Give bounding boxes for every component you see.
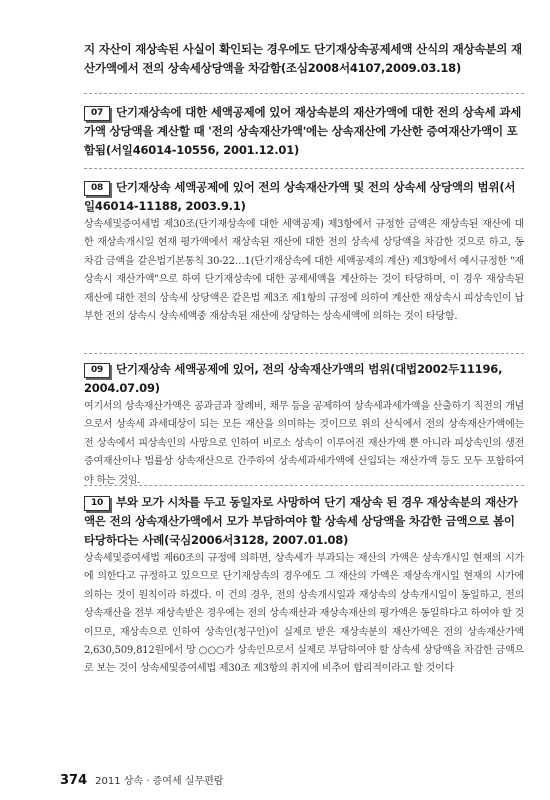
section-07-heading bbox=[84, 103, 524, 160]
section-10-number-badge: 10 bbox=[84, 496, 110, 511]
section-09-number-badge: 09 bbox=[84, 363, 110, 378]
section-10 bbox=[84, 493, 524, 679]
section-divider bbox=[84, 168, 524, 169]
section-continued-heading bbox=[84, 40, 524, 78]
section-continued-heading-text: 지 자산이 재상속된 사실이 확인되는 경우에도 단기재상속공제세액 산식의 재상속분의 재산가액에서 전의 상속세상당액을 차감함(조심2008서4107,2009.03.18) bbox=[84, 42, 522, 75]
section-09 bbox=[84, 360, 524, 490]
section-08-heading-text: 단기재상속 세액공제에 있어 전의 상속재산가액 및 전의 상속세 상당액의 범위(서일46014-11188, 2003.9.1) bbox=[84, 180, 516, 213]
section-08-number-badge: 08 bbox=[84, 181, 110, 196]
section-10-heading-text: 부와 모가 시차를 두고 동일자로 사망하여 단기 재상속 된 경우 재상속분의 재산가액은 전의 상속재산가액에서 모가 부담하여야 할 상속세 상당액을 차감한 금액으로 봄이 타당하다는 사례(국심2006서3128, 2007.01.08) bbox=[84, 495, 518, 547]
page-footer bbox=[60, 769, 224, 788]
section-08-heading bbox=[84, 178, 524, 216]
section-07-heading-text: 단기재상속에 대한 세액공제에 있어 재상속분의 재산가액에 대한 전의 상속세 과세가액 상당액을 계산할 때 '전의 상속재산가액'에는 상속재산에 가산한 증여재산가액이 포함됨(서일46014-10556, 2001.12.01) bbox=[84, 105, 522, 157]
section-08-body: 상속세및증여세법 제30조(단기재상속에 대한 세액공제) 제3항에서 규정한 금액은 재상속된 재산에 대한 재상속개시일 현재 평가액에서 재상속된 재산에 대한 전의 상속세 상당액을 차감한 것으로 하고, 동 차감 금액을 같은법기본통칙 30-22…1(단기재상속에 대한 세액공제의 계산) 제3항에서 예시규정한 "재상속시 재산가액"으로 하여 단기재상속에 대한 공제세액을 계산하는 것이 타당하며, 이 경우 재상속된 재산에 대한 전의 상속세 상당액은 같은법 제3조 제1항의 규정에 의하여 계산한 재상속시 피상속인이 납부한 전의 상속시 상속세액중 재상속된 재산에 상당하는 상속세액에 의하는 것이 타당함. bbox=[84, 219, 524, 323]
section-divider bbox=[84, 353, 524, 354]
section-divider bbox=[84, 485, 524, 486]
section-08 bbox=[84, 178, 524, 326]
page-number: 374 bbox=[60, 773, 88, 788]
book-title: 2011 상속 · 증여세 실무편람 bbox=[95, 776, 224, 787]
section-10-heading bbox=[84, 493, 524, 550]
section-divider bbox=[84, 93, 524, 94]
section-09-heading-text: 단기재상속 세액공제에 있어, 전의 상속재산가액의 범위(대법2002두11196, 2004.07.09) bbox=[84, 362, 503, 395]
section-09-heading bbox=[84, 360, 524, 398]
section-07-number-badge: 07 bbox=[84, 106, 110, 121]
section-09-body: 여기서의 상속재산가액은 공과금과 장례비, 채무 등을 공제하여 상속세과세가액을 산출하기 직전의 개념으로서 상속세 과세대상이 되는 모든 재산을 의미하는 것이므로 위의 산식에서 전의 상속재산가액에는 전 상속에서 피상속인의 사망으로 인하여 비로소 상속이 이루어진 재산가액 뿐 아니라 피상속인의 생전 증여재산이나 법률상 상속재산으로 간주하여 상속세과세가액에 산입되는 재산가액 등도 모두 포함하여야 하는 것임. bbox=[84, 401, 524, 486]
section-07 bbox=[84, 103, 524, 160]
section-10-body: 상속세및증여세법 제60조의 규정에 의하면, 상속세가 부과되는 재산의 가액은 상속개시일 현재의 시가에 의한다고 규정하고 있으므로 단기재상속의 경우에도 그 재산의 가액은 재상속개시일 현재의 시가에 의하는 것이 원칙이라 하겠다. 이 건의 경우, 전의 상속개시일과 재상속의 상속개시일이 동일하고, 전의 상속재산을 전부 재상속받은 경우에는 전의 상속재산과 재상속재산의 평가액은 동일하다고 하여야 할 것이므로, 재상속으로 인하여 상속인(청구인)이 실제로 받은 재상속분의 재산가액은 전의 상속재산가액 2,630,509,812원에서 망 ○○○가 상속인으로서 실제로 부담하여야 할 상속세 상당액을 차감한 금액으로 보는 것이 상속세및증여세법 제30조 제3항의 취지에 비추어 합리적이라고 할 것이다 bbox=[84, 553, 524, 675]
